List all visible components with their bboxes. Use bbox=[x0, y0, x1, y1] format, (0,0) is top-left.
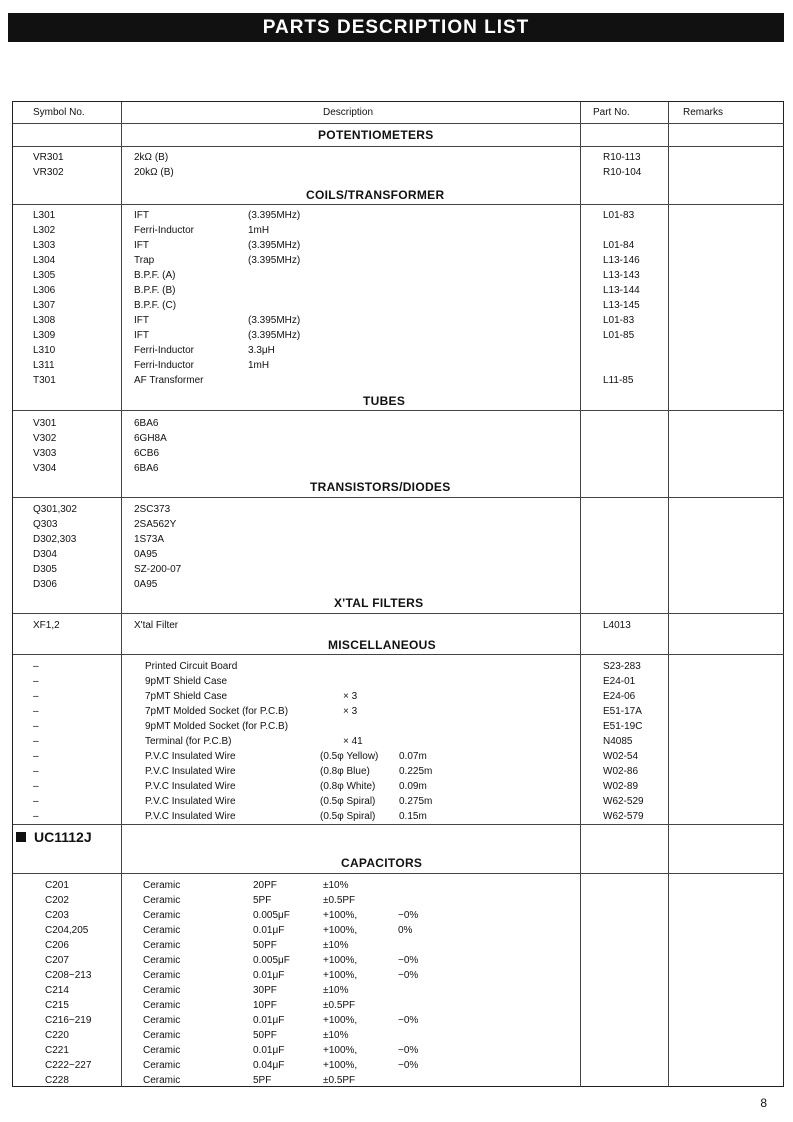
square-bullet-icon bbox=[16, 832, 26, 842]
tolerance-cell: +100%, bbox=[323, 1060, 358, 1071]
description-cell: Ceramic bbox=[143, 895, 181, 906]
symbol-cell: L302 bbox=[33, 225, 56, 236]
spec-cell: (0.5φ Spiral) bbox=[320, 811, 376, 822]
value-cell: 20PF bbox=[253, 880, 277, 891]
tubes-row bbox=[13, 446, 783, 461]
value-cell: 50PF bbox=[253, 940, 277, 951]
symbol-cell: – bbox=[33, 781, 39, 792]
description-cell: Ceramic bbox=[143, 970, 181, 981]
section-miscellaneous: MISCELLANEOUS bbox=[328, 638, 436, 652]
description-cell: Ceramic bbox=[143, 1000, 181, 1011]
description-cell: B.P.F. (C) bbox=[134, 300, 177, 311]
part-number-cell: W02-54 bbox=[603, 751, 639, 762]
description-cell: 9pMT Molded Socket (for P.C.B) bbox=[145, 721, 289, 732]
tolerance-cell: +100%, bbox=[323, 970, 358, 981]
description-cell: 6GH8A bbox=[134, 433, 167, 444]
description-cell: 2SC373 bbox=[134, 504, 171, 515]
misc-row bbox=[13, 794, 783, 809]
part-number-cell: L13-146 bbox=[603, 255, 640, 266]
description-cell: Trap bbox=[134, 255, 155, 266]
symbol-cell: V301 bbox=[33, 418, 57, 429]
symbol-cell: Q301,302 bbox=[33, 504, 77, 515]
symbol-cell: – bbox=[33, 676, 39, 687]
description-cell: Ceramic bbox=[143, 940, 181, 951]
spec-cell: (0.8φ White) bbox=[320, 781, 376, 792]
section-divider bbox=[13, 613, 784, 614]
length-cell: 0.15m bbox=[399, 811, 427, 822]
caps-row bbox=[13, 983, 783, 998]
trans-row bbox=[13, 517, 783, 532]
model-name: UC1112J bbox=[34, 829, 92, 845]
section-coils: COILS/TRANSFORMER bbox=[306, 188, 445, 202]
description-cell: X'tal Filter bbox=[134, 620, 179, 631]
symbol-cell: C222~227 bbox=[45, 1060, 92, 1071]
length-cell: 0.275m bbox=[399, 796, 433, 807]
tolerance-cell: ±10% bbox=[323, 940, 349, 951]
symbol-cell: T301 bbox=[33, 375, 56, 386]
tolerance-minus-cell: 0% bbox=[398, 925, 413, 936]
caps-row bbox=[13, 938, 783, 953]
value-cell: 0.01μF bbox=[253, 1045, 285, 1056]
trans-row bbox=[13, 502, 783, 517]
quantity-cell: × 41 bbox=[343, 736, 363, 747]
tolerance-minus-cell: −0% bbox=[398, 910, 419, 921]
pots-row bbox=[13, 150, 783, 165]
caps-row bbox=[13, 1058, 783, 1073]
description-cell: P.V.C Insulated Wire bbox=[145, 796, 236, 807]
page-number: 8 bbox=[760, 1096, 767, 1110]
part-number-cell: L01-83 bbox=[603, 210, 635, 221]
symbol-cell: L301 bbox=[33, 210, 56, 221]
length-cell: 0.07m bbox=[399, 751, 427, 762]
tolerance-cell: ±10% bbox=[323, 1030, 349, 1041]
description-cell: IFT bbox=[134, 315, 149, 326]
trans-row bbox=[13, 532, 783, 547]
coils-row bbox=[13, 343, 783, 358]
description-cell: 0A95 bbox=[134, 579, 158, 590]
trans-row bbox=[13, 577, 783, 592]
misc-row bbox=[13, 779, 783, 794]
description-cell: Ceramic bbox=[143, 955, 181, 966]
description-cell: Ceramic bbox=[143, 925, 181, 936]
tolerance-minus-cell: −0% bbox=[398, 1060, 419, 1071]
tubes-row bbox=[13, 431, 783, 446]
coils-row bbox=[13, 283, 783, 298]
value-cell: (3.395MHz) bbox=[248, 315, 301, 326]
value-cell: 30PF bbox=[253, 985, 277, 996]
section-potentiometers: POTENTIOMETERS bbox=[318, 128, 434, 142]
symbol-cell: C202 bbox=[45, 895, 69, 906]
misc-row bbox=[13, 749, 783, 764]
tolerance-cell: +100%, bbox=[323, 955, 358, 966]
part-number-cell: E24-06 bbox=[603, 691, 636, 702]
section-capacitors: CAPACITORS bbox=[341, 856, 423, 870]
tolerance-cell: ±10% bbox=[323, 880, 349, 891]
misc-row bbox=[13, 674, 783, 689]
value-cell: (3.395MHz) bbox=[248, 240, 301, 251]
symbol-cell: C216~219 bbox=[45, 1015, 92, 1026]
parts-table bbox=[12, 101, 784, 1087]
quantity-cell: × 3 bbox=[343, 706, 358, 717]
symbol-cell: D302,303 bbox=[33, 534, 77, 545]
part-number-cell: L13-145 bbox=[603, 300, 640, 311]
caps-row bbox=[13, 923, 783, 938]
symbol-cell: D306 bbox=[33, 579, 57, 590]
description-cell: 6CB6 bbox=[134, 448, 160, 459]
symbol-cell: VR301 bbox=[33, 152, 64, 163]
part-number-cell: L11-85 bbox=[603, 375, 634, 386]
description-cell: IFT bbox=[134, 330, 149, 341]
caps-row bbox=[13, 893, 783, 908]
symbol-cell: C206 bbox=[45, 940, 69, 951]
description-cell: P.V.C Insulated Wire bbox=[145, 811, 236, 822]
description-cell: B.P.F. (A) bbox=[134, 270, 176, 281]
symbol-cell: L311 bbox=[33, 360, 55, 371]
symbol-cell: V303 bbox=[33, 448, 57, 459]
header-part: Part No. bbox=[593, 107, 630, 118]
misc-row bbox=[13, 689, 783, 704]
coils-row bbox=[13, 358, 783, 373]
tolerance-cell: ±0.5PF bbox=[323, 895, 356, 906]
description-cell: Ceramic bbox=[143, 1075, 181, 1086]
coils-row bbox=[13, 328, 783, 343]
tolerance-cell: +100%, bbox=[323, 925, 358, 936]
value-cell: (3.395MHz) bbox=[248, 210, 301, 221]
spec-cell: (0.5φ Yellow) bbox=[320, 751, 379, 762]
description-cell: Ferri-Inductor bbox=[134, 345, 195, 356]
misc-row bbox=[13, 764, 783, 779]
coils-row bbox=[13, 268, 783, 283]
trans-row bbox=[13, 562, 783, 577]
caps-row bbox=[13, 968, 783, 983]
symbol-cell: VR302 bbox=[33, 167, 64, 178]
section-divider bbox=[13, 410, 784, 411]
tolerance-cell: +100%, bbox=[323, 910, 358, 921]
part-number-cell: W62-529 bbox=[603, 796, 644, 807]
description-cell: B.P.F. (B) bbox=[134, 285, 176, 296]
part-number-cell: E24-01 bbox=[603, 676, 636, 687]
symbol-cell: – bbox=[33, 736, 39, 747]
symbol-cell: C203 bbox=[45, 910, 69, 921]
value-cell: 5PF bbox=[253, 895, 272, 906]
caps-row bbox=[13, 1028, 783, 1043]
description-cell: P.V.C Insulated Wire bbox=[145, 781, 236, 792]
description-cell: 2SA562Y bbox=[134, 519, 177, 530]
symbol-cell: L305 bbox=[33, 270, 56, 281]
description-cell: Ferri-Inductor bbox=[134, 360, 195, 371]
symbol-cell: C215 bbox=[45, 1000, 69, 1011]
symbol-cell: V302 bbox=[33, 433, 57, 444]
caps-row bbox=[13, 1073, 783, 1088]
symbol-cell: L303 bbox=[33, 240, 56, 251]
symbol-cell: L310 bbox=[33, 345, 56, 356]
symbol-cell: L306 bbox=[33, 285, 56, 296]
header-description: Description bbox=[323, 107, 374, 118]
description-cell: P.V.C Insulated Wire bbox=[145, 766, 236, 777]
description-cell: IFT bbox=[134, 210, 149, 221]
value-cell: (3.395MHz) bbox=[248, 330, 301, 341]
description-cell: 7pMT Molded Socket (for P.C.B) bbox=[145, 706, 289, 717]
value-cell: 0.01μF bbox=[253, 925, 285, 936]
header-symbol: Symbol No. bbox=[33, 107, 85, 118]
description-cell: 6BA6 bbox=[134, 463, 159, 474]
description-cell: AF Transformer bbox=[134, 375, 204, 386]
symbol-cell: – bbox=[33, 766, 39, 777]
misc-row bbox=[13, 659, 783, 674]
description-cell: Ceramic bbox=[143, 1045, 181, 1056]
part-number-cell: E51-19C bbox=[603, 721, 643, 732]
section-divider bbox=[13, 873, 784, 874]
tolerance-cell: +100%, bbox=[323, 1045, 358, 1056]
symbol-cell: XF1,2 bbox=[33, 620, 60, 631]
description-cell: SZ-200-07 bbox=[134, 564, 182, 575]
section-divider bbox=[13, 146, 784, 147]
symbol-cell: L307 bbox=[33, 300, 56, 311]
part-number-cell: L4013 bbox=[603, 620, 631, 631]
symbol-cell: V304 bbox=[33, 463, 57, 474]
symbol-cell: C221 bbox=[45, 1045, 69, 1056]
length-cell: 0.225m bbox=[399, 766, 433, 777]
section-divider bbox=[13, 497, 784, 498]
value-cell: 5PF bbox=[253, 1075, 272, 1086]
value-cell: 10PF bbox=[253, 1000, 277, 1011]
coils-row bbox=[13, 253, 783, 268]
section-divider bbox=[13, 654, 784, 655]
coils-row bbox=[13, 223, 783, 238]
part-number-cell: S23-283 bbox=[603, 661, 641, 672]
description-cell: Ceramic bbox=[143, 1030, 181, 1041]
description-cell: 6BA6 bbox=[134, 418, 159, 429]
description-cell: 20kΩ (B) bbox=[134, 167, 174, 178]
xtal-row bbox=[13, 618, 783, 633]
description-cell: Ceramic bbox=[143, 880, 181, 891]
description-cell: Ceramic bbox=[143, 1015, 181, 1026]
description-cell: Ceramic bbox=[143, 910, 181, 921]
tolerance-cell: ±0.5PF bbox=[323, 1075, 356, 1086]
symbol-cell: – bbox=[33, 751, 39, 762]
symbol-cell: C204,205 bbox=[45, 925, 89, 936]
part-number-cell: L01-85 bbox=[603, 330, 635, 341]
symbol-cell: C220 bbox=[45, 1030, 69, 1041]
quantity-cell: × 3 bbox=[343, 691, 358, 702]
symbol-cell: D304 bbox=[33, 549, 57, 560]
description-cell: P.V.C Insulated Wire bbox=[145, 751, 236, 762]
part-number-cell: E51-17A bbox=[603, 706, 642, 717]
symbol-cell: – bbox=[33, 691, 39, 702]
symbol-cell: L309 bbox=[33, 330, 56, 341]
description-cell: 2kΩ (B) bbox=[134, 152, 169, 163]
coils-row bbox=[13, 238, 783, 253]
part-number-cell: L13-143 bbox=[603, 270, 640, 281]
caps-row bbox=[13, 1013, 783, 1028]
description-cell: IFT bbox=[134, 240, 149, 251]
symbol-cell: C214 bbox=[45, 985, 69, 996]
misc-row bbox=[13, 719, 783, 734]
part-number-cell: W02-89 bbox=[603, 781, 639, 792]
part-number-cell: R10-104 bbox=[603, 167, 642, 178]
coils-row bbox=[13, 208, 783, 223]
value-cell: 0.04μF bbox=[253, 1060, 285, 1071]
symbol-cell: – bbox=[33, 811, 39, 822]
caps-row bbox=[13, 953, 783, 968]
symbol-cell: – bbox=[33, 706, 39, 717]
part-number-cell: W02-86 bbox=[603, 766, 639, 777]
caps-row bbox=[13, 1043, 783, 1058]
header-divider bbox=[13, 123, 784, 124]
symbol-cell: – bbox=[33, 721, 39, 732]
tolerance-cell: ±10% bbox=[323, 985, 349, 996]
caps-row bbox=[13, 998, 783, 1013]
tolerance-minus-cell: −0% bbox=[398, 970, 419, 981]
symbol-cell: C207 bbox=[45, 955, 69, 966]
symbol-cell: C201 bbox=[45, 880, 69, 891]
value-cell: 3.3μH bbox=[248, 345, 275, 356]
description-cell: Terminal (for P.C.B) bbox=[145, 736, 232, 747]
spec-cell: (0.8φ Blue) bbox=[320, 766, 370, 777]
description-cell: Ceramic bbox=[143, 985, 181, 996]
part-number-cell: W62-579 bbox=[603, 811, 644, 822]
length-cell: 0.09m bbox=[399, 781, 427, 792]
pots-row bbox=[13, 165, 783, 180]
description-cell: 9pMT Shield Case bbox=[145, 676, 228, 687]
value-cell: 0.005μF bbox=[253, 910, 290, 921]
tolerance-cell: ±0.5PF bbox=[323, 1000, 356, 1011]
caps-row bbox=[13, 878, 783, 893]
symbol-cell: L304 bbox=[33, 255, 56, 266]
symbol-cell: C208~213 bbox=[45, 970, 92, 981]
misc-row bbox=[13, 809, 783, 824]
misc-row bbox=[13, 734, 783, 749]
part-number-cell: L01-83 bbox=[603, 315, 635, 326]
value-cell: 50PF bbox=[253, 1030, 277, 1041]
section-tubes: TUBES bbox=[363, 394, 406, 408]
tolerance-minus-cell: −0% bbox=[398, 1045, 419, 1056]
coils-row bbox=[13, 373, 783, 388]
description-cell: 1S73A bbox=[134, 534, 165, 545]
description-cell: 0A95 bbox=[134, 549, 158, 560]
spec-cell: (0.5φ Spiral) bbox=[320, 796, 376, 807]
symbol-cell: D305 bbox=[33, 564, 57, 575]
value-cell: 0.005μF bbox=[253, 955, 290, 966]
symbol-cell: – bbox=[33, 796, 39, 807]
section-transistors: TRANSISTORS/DIODES bbox=[310, 480, 451, 494]
value-cell: 1mH bbox=[248, 360, 270, 371]
value-cell: 1mH bbox=[248, 225, 270, 236]
value-cell: 0.01μF bbox=[253, 970, 285, 981]
part-number-cell: L01-84 bbox=[603, 240, 635, 251]
description-cell: Ferri-Inductor bbox=[134, 225, 195, 236]
value-cell: (3.395MHz) bbox=[248, 255, 301, 266]
symbol-cell: C228 bbox=[45, 1075, 69, 1086]
description-cell: Printed Circuit Board bbox=[145, 661, 238, 672]
symbol-cell: – bbox=[33, 661, 39, 672]
model-heading bbox=[16, 829, 92, 845]
model-divider bbox=[13, 824, 784, 825]
tolerance-minus-cell: −0% bbox=[398, 955, 419, 966]
description-cell: 7pMT Shield Case bbox=[145, 691, 228, 702]
part-number-cell: R10-113 bbox=[603, 152, 641, 163]
symbol-cell: Q303 bbox=[33, 519, 58, 530]
section-divider bbox=[13, 204, 784, 205]
description-cell: Ceramic bbox=[143, 1060, 181, 1071]
section-xtal-filters: X'TAL FILTERS bbox=[334, 596, 424, 610]
tolerance-cell: +100%, bbox=[323, 1015, 358, 1026]
coils-row bbox=[13, 298, 783, 313]
misc-row bbox=[13, 704, 783, 719]
value-cell: 0.01μF bbox=[253, 1015, 285, 1026]
coils-row bbox=[13, 313, 783, 328]
tolerance-minus-cell: −0% bbox=[398, 1015, 419, 1026]
part-number-cell: L13-144 bbox=[603, 285, 640, 296]
part-number-cell: N4085 bbox=[603, 736, 633, 747]
symbol-cell: L308 bbox=[33, 315, 56, 326]
caps-row bbox=[13, 908, 783, 923]
tubes-row bbox=[13, 461, 783, 476]
tubes-row bbox=[13, 416, 783, 431]
page-banner: PARTS DESCRIPTION LIST bbox=[8, 13, 784, 42]
trans-row bbox=[13, 547, 783, 562]
header-remarks: Remarks bbox=[683, 107, 724, 118]
